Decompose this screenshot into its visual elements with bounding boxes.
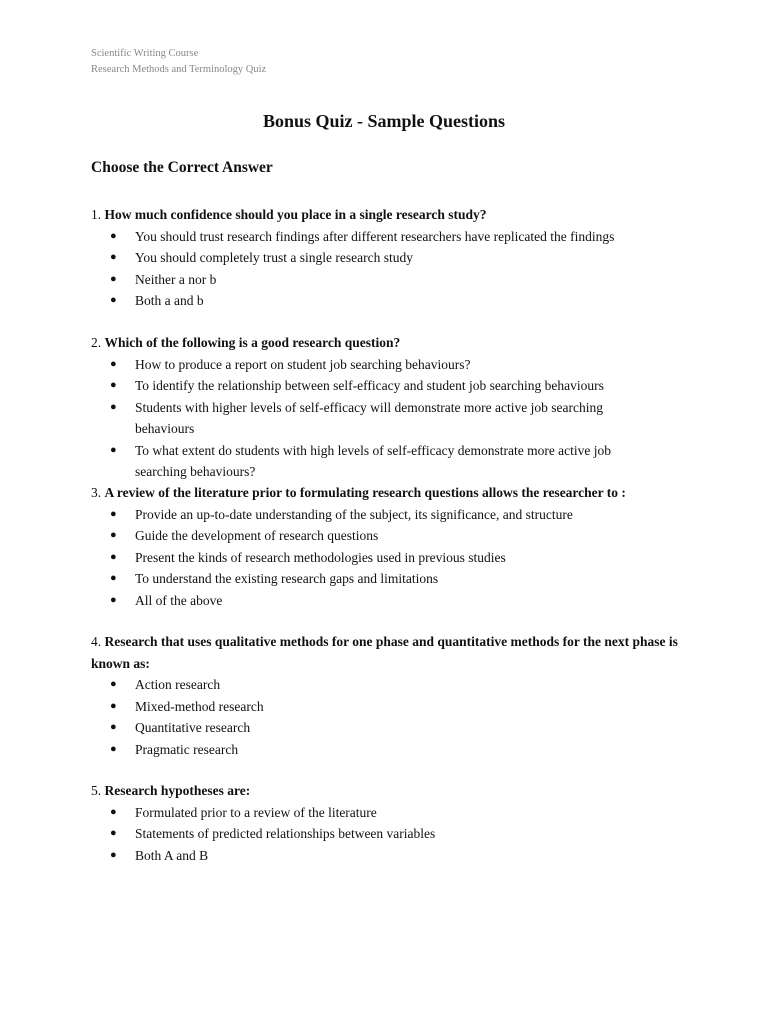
answer-option [91,290,655,312]
bullet-icon: ● [110,699,117,712]
option-text: Statements of predicted relationships between variables [135,826,436,841]
bullet-icon: ● [110,229,117,242]
document-title: Bonus Quiz - Sample Questions [262,111,506,131]
option-text: Both A and B [135,847,209,863]
bullet-icon: ● [110,507,117,520]
question-text [91,780,691,802]
option-text: Quantitative research [135,720,251,735]
option-text: Action research [135,677,221,692]
bullet-icon: ● [110,848,117,861]
answer-option [91,590,655,612]
option-text: Present the kinds of research methodologies used in previous studies [135,549,506,565]
question-number: 3. [91,485,102,500]
question-text [91,204,691,226]
answer-options [91,802,691,867]
question-5 [91,780,691,866]
question-3 [91,482,691,611]
option-text: To identify the relationship between self-efficacy and student job searching behaviours [135,378,604,393]
answer-option [91,247,655,269]
answer-option [91,440,655,483]
answer-options [91,504,691,612]
quiz-name: Research Methods and Terminology Quiz [91,64,267,75]
answer-options [91,674,691,760]
answer-option [91,226,655,248]
question-1 [91,204,691,312]
answer-options [91,226,691,312]
answer-options [91,354,691,483]
question-number: 1. [91,207,102,222]
answer-option [91,269,655,291]
question-number: 4. [91,634,102,649]
answer-option [91,717,655,739]
answer-option [91,802,655,824]
option-text: Mixed-method research [135,698,264,714]
bullet-icon: ● [110,721,117,733]
question-number: 2. [91,335,102,350]
question-text [91,631,691,674]
option-text: Students with higher levels of self-efficacy will demonstrate more active job searching behaviours [135,399,603,436]
option-text: How to produce a report on student job searching behaviours? [135,356,471,372]
bullet-icon: ● [110,572,117,584]
question-stem: Which of the following is a good research question? [104,335,401,350]
answer-option [91,375,655,397]
question-stem: Research that uses qualitative methods for one phase and quantitative methods for the next phase is known as: [91,634,678,671]
question-4 [91,631,691,760]
answer-option [91,354,655,376]
bullet-icon: ● [110,593,117,606]
option-text: Provide an up-to-date understanding of the subject, its significance, and structure [135,506,573,522]
option-text: All of the above [135,592,223,608]
question-text [91,482,691,504]
option-text: Formulated prior to a review of the literature [135,804,377,820]
bullet-icon: ● [110,805,117,818]
answer-option [91,547,655,569]
question-stem: A review of the literature prior to formulating research questions allows the researcher to : [104,485,626,500]
bullet-icon: ● [110,251,117,263]
option-text: You should trust research findings after different researchers have replicated the findings [135,228,615,244]
question-2 [91,332,691,483]
option-text: You should completely trust a single research study [135,250,413,265]
bullet-icon: ● [110,742,117,755]
answer-option [91,525,655,547]
option-text: Guide the development of research questions [135,528,379,543]
section-heading: Choose the Correct Answer [91,159,273,176]
question-stem: How much confidence should you place in a single research study? [104,207,487,222]
option-text: Pragmatic research [135,741,239,757]
answer-option [91,674,655,696]
bullet-icon: ● [110,827,117,839]
question-stem: Research hypotheses are: [104,783,251,798]
option-text: Neither a nor b [135,271,217,287]
answer-option [91,397,655,440]
bullet-icon: ● [110,678,117,690]
bullet-icon: ● [110,400,117,413]
bullet-icon: ● [110,357,117,370]
answer-option [91,568,655,590]
answer-option [91,696,655,718]
question-number: 5. [91,783,102,798]
course-name: Scientific Writing Course [91,48,199,59]
bullet-icon: ● [110,550,117,563]
bullet-icon: ● [110,272,117,285]
bullet-icon: ● [110,529,117,541]
bullet-icon: ● [110,379,117,391]
option-text: Both a and b [135,293,204,308]
answer-option [91,845,655,867]
page-header [91,46,266,78]
option-text: To understand the existing research gaps and limitations [135,571,439,586]
bullet-icon: ● [110,443,117,456]
option-text: To what extent do students with high levels of self-efficacy demonstrate more active job searching behaviours? [135,442,612,479]
bullet-icon: ● [110,294,117,306]
answer-option [91,504,655,526]
answer-option [91,739,655,761]
answer-option [91,823,655,845]
question-text [91,332,691,354]
